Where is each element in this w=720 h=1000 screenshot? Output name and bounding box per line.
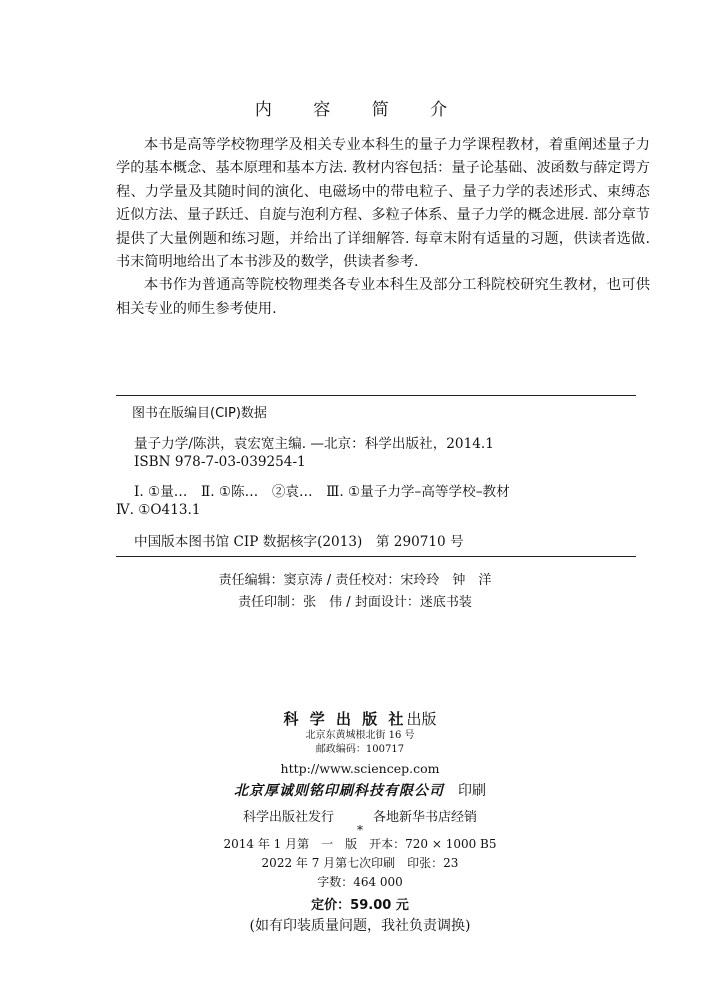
publisher-name: 科 学 出 版 社 [283,710,407,728]
price: 定价：59.00 元 [311,898,409,913]
printer-name: 北京厚诚则铭印刷科技有限公司 [234,783,444,799]
word-count: 字数：464 000 [317,875,403,889]
publisher-line [0,708,720,729]
credits [0,570,720,614]
summary-title: 内 容 简 介 [254,100,466,120]
quality-note: (如有印装质量问题，我社负责调换) [249,918,471,934]
credits-editors: 责任编辑：窦京涛 / 责任校对：宋玲玲 钟 洋 [218,573,492,588]
edition-line: 2014 年 1 月第 一 版 开本：720 × 1000 B5 [223,837,497,851]
publication-info [0,708,720,935]
printer-suffix: 印刷 [458,783,486,799]
summary-body [116,134,650,321]
cip-line-record-number: 中国版本图书馆 CIP 数据核字(2013) 第 290710 号 [134,534,464,550]
printer-line [0,780,720,800]
publisher-postcode: 邮政编码：100717 [315,744,405,755]
printing-line: 2022 年 7 月第七次印刷 印张：23 [261,856,459,870]
summary-paragraph-1: 本书是高等学校物理学及相关专业本科生的量子力学课程教材，着重阐述量子力学的基本概念、基本原理和基本方法. 教材内容包括：量子论基础、波函数与薛定谔方程、力学量及其随时间的演化、电磁场中的带电粒子、量子力学的表述形式、束缚态近似方法、量子跃迁、自旋与泡利方程、多粒子体系、量子力学的概念进展. 部分章节提供了大量例题和练习题，并给出了详细解答. 每章末附有适量的习题，供读者选做. 书末简明地给出了本书涉及的数学，供读者参考. [116,137,650,271]
cip-line-clc: Ⅳ. ①O413.1 [116,502,201,518]
publisher-address: 北京东黄城根北街 16 号 [305,730,415,741]
distributor: 科学出版社发行 [242,810,334,825]
separator-star: * [357,823,363,837]
cip-line-isbn: ISBN 978-7-03-039254-1 [134,454,306,470]
summary-paragraph-2: 本书作为普通高等院校物理类各专业本科生及部分工科院校研究生教材，也可供相关专业的师生参考使用. [116,277,650,317]
publisher-url: http://www.sciencep.com [280,761,440,776]
cip-heading: 图书在版编目(CIP)数据 [132,406,267,421]
cip-line-classification: Ⅰ. ①量… Ⅱ. ①陈… ②袁… Ⅲ. ①量子力学–高等学校–教材 [134,484,510,500]
publisher-suffix: 出版 [406,710,437,728]
sellers: 各地新华书店经销 [373,810,478,825]
cip-block [116,395,636,557]
cip-line-title: 量子力学/陈洪，袁宏宽主编. —北京：科学出版社，2014.1 [134,436,494,452]
credits-production: 责任印制：张 伟 / 封面设计：迷底书装 [238,595,472,610]
